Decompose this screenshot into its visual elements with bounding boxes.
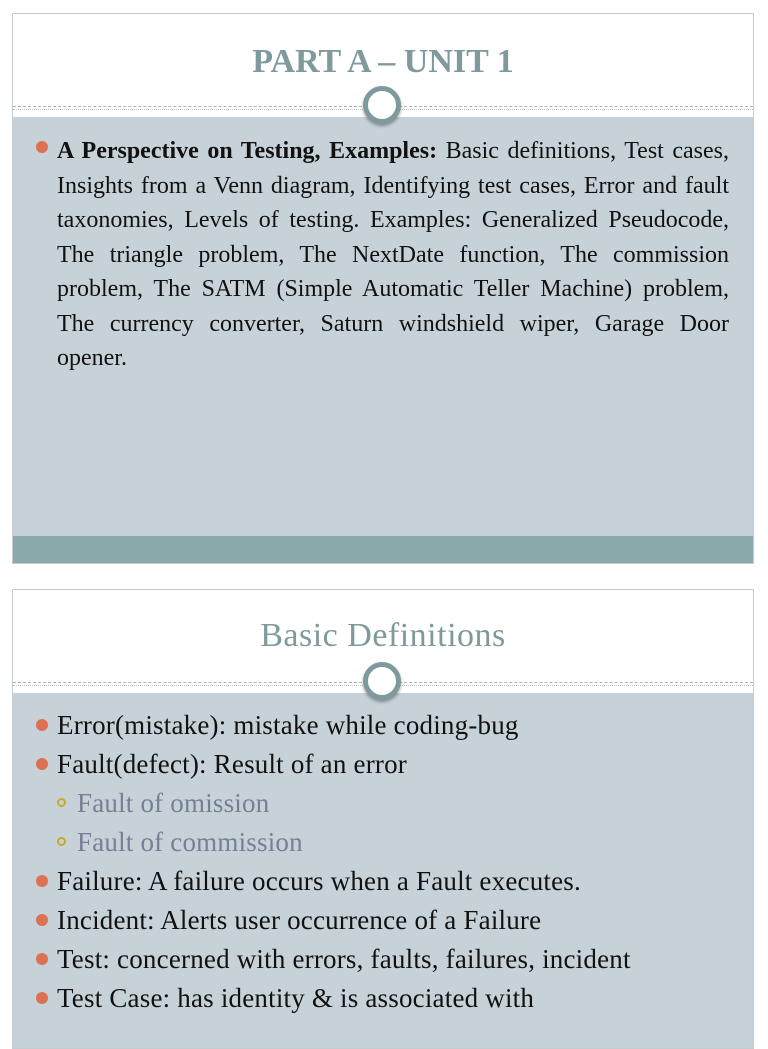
list-item-text: Test Case: has identity & is associated with xyxy=(57,983,535,1013)
slide-basic-definitions xyxy=(12,589,754,1049)
slide-title: Basic Definitions xyxy=(260,617,506,654)
list-item-text: Test: concerned with errors, faults, failures, incident xyxy=(57,944,631,974)
circle-ring-icon xyxy=(363,86,401,124)
list-item xyxy=(13,747,753,781)
bullet-lead-text: A Perspective on Testing, Examples: xyxy=(57,138,438,164)
bullet-list xyxy=(13,134,753,376)
bullet-dot-icon xyxy=(36,953,48,965)
sub-list-item xyxy=(13,825,753,859)
slide-part-a-unit-1 xyxy=(12,13,754,564)
bullet-dot-icon xyxy=(36,141,48,153)
bullet-dot-icon xyxy=(36,914,48,926)
list-item xyxy=(13,864,753,898)
slide-title: PART A – UNIT 1 xyxy=(252,43,514,80)
sub-list-item-text: Fault of omission xyxy=(77,788,270,818)
sub-bullet-ring-icon xyxy=(57,837,66,846)
list-item xyxy=(13,708,753,742)
footer-band xyxy=(13,536,753,563)
list-item xyxy=(13,942,753,976)
sub-list-item xyxy=(13,786,753,820)
bullet-dot-icon xyxy=(36,758,48,770)
list-item-text: Error(mistake): mistake while coding-bug xyxy=(57,710,519,740)
list-item xyxy=(13,981,753,1015)
bullet-dot-icon xyxy=(36,719,48,731)
bullet-list xyxy=(13,708,753,1020)
list-item xyxy=(13,903,753,937)
circle-ring-icon xyxy=(363,662,401,700)
bullet-dot-icon xyxy=(36,992,48,1004)
sub-bullet-ring-icon xyxy=(57,798,66,807)
bullet-dot-icon xyxy=(36,875,48,887)
sub-list-item-text: Fault of commission xyxy=(77,827,303,857)
list-item-text: Fault(defect): Result of an error xyxy=(57,749,407,779)
list-item-text: Failure: A failure occurs when a Fault executes. xyxy=(57,866,581,896)
list-item xyxy=(13,134,753,376)
list-item-text: Incident: Alerts user occurrence of a Failure xyxy=(57,905,542,935)
bullet-body-text: Basic definitions, Test cases, Insights from a Venn diagram, Identifying test cases, Error and fault taxonomies, Levels of testing. Examples: Generalized Pseudocode, The triangle problem, The NextDate function, The commission problem, The SATM (Simple Automatic Teller Machine) problem, The currency converter, Saturn windshield wiper, Garage Door opener. xyxy=(57,138,730,371)
